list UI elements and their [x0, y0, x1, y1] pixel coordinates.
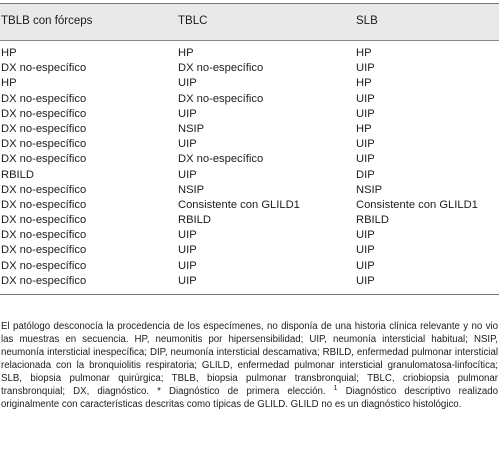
cell-tblc: UIP: [178, 259, 197, 272]
cell-tblc: HP: [178, 47, 194, 59]
table-row: [0, 107, 499, 122]
cell-slb: DIP: [356, 168, 375, 181]
table-row: [0, 61, 499, 76]
table-row: [0, 76, 499, 91]
table-row: [0, 137, 499, 152]
cell-slb: NSIP: [356, 183, 383, 196]
cell-slb: RBILD: [356, 214, 389, 227]
cell-slb: UIP: [356, 107, 375, 120]
table-row: [0, 168, 499, 183]
cell-tblb: DX no-específico: [1, 138, 87, 151]
cell-tblc: UIP: [178, 244, 197, 257]
cell-tblc: NSIP: [178, 183, 205, 196]
footnote-tail: Diagnóstico descriptivo realizado originalmente con características descritas como típicas de GLILD. GLILD no es un diagnóstico histológico.: [1, 386, 498, 411]
cell-slb: UIP: [356, 92, 375, 105]
table-row: [0, 92, 499, 107]
header-tblb: TBLB con fórceps: [1, 15, 93, 27]
table-footnote: [1, 320, 498, 412]
cell-tblc: UIP: [178, 229, 197, 242]
cell-tblb: HP: [1, 77, 17, 90]
cell-slb: UIP: [356, 259, 375, 272]
table-row: [0, 213, 499, 228]
table-row: [0, 183, 499, 198]
cell-tblc: RBILD: [178, 214, 211, 227]
cell-tblb: RBILD: [1, 168, 34, 181]
cell-slb: UIP: [356, 244, 375, 257]
cell-tblb: HP: [1, 47, 17, 59]
cell-slb: UIP: [356, 62, 375, 75]
cell-tblb: DX no-específico: [1, 198, 87, 211]
diagnosis-table: [0, 3, 499, 295]
cell-tblb: DX no-específico: [1, 107, 87, 120]
header-slb: SLB: [356, 15, 378, 27]
cell-tblb: DX no-específico: [1, 122, 87, 135]
cell-tblc: UIP: [178, 274, 197, 287]
cell-tblb: DX no-específico: [1, 62, 87, 75]
table-row: [0, 152, 499, 167]
table-header: [0, 4, 499, 41]
cell-tblb: DX no-específico: [1, 153, 87, 166]
table-row: [0, 243, 499, 258]
cell-slb: HP: [356, 47, 372, 59]
cell-tblb: DX no-específico: [1, 183, 87, 196]
cell-tblc: Consistente con GLILD1: [178, 198, 300, 211]
cell-slb: UIP: [356, 274, 375, 287]
footnote-main: El patólogo desconocía la procedencia de los especímenes, no disponía de una historia clínica relevante y no vio las muestras en secuencia. HP, neumonitis por hipersensibilidad; UIP, neumonía intersticial habitual; NSIP, neumonía intersticial inespecífica; DIP, neumonía intersticial descamativa; RBILD, enfermedad pulmonar intersticial relacionada con la bronquiolitis respiratoria; GLILD, enfermedad pulmonar intersticial granulomatosa-linfocítica; SLB, biopsia pulmonar quirúrgica; TBLB, biopsia pulmonar transbronquial; TBLC, criobiopsia pulmonar transbronquial; DX, diagnóstico. * Diagnóstico de primera elección.: [1, 320, 498, 398]
cell-tblc: UIP: [178, 168, 197, 181]
cell-tblc: UIP: [178, 107, 197, 120]
cell-slb: Consistente con GLILD1: [356, 198, 478, 211]
table-row: [0, 228, 499, 243]
cell-tblc: UIP: [178, 77, 197, 90]
cell-tblc: DX no-específico: [178, 92, 264, 105]
table-row: [0, 274, 499, 289]
cell-slb: HP: [356, 122, 372, 135]
header-tblc: TBLC: [178, 15, 208, 27]
cell-tblb: DX no-específico: [1, 214, 87, 227]
cell-tblb: DX no-específico: [1, 92, 87, 105]
table-row: [0, 259, 499, 274]
footnote-superscript: 1: [333, 384, 338, 392]
table-body: [0, 41, 499, 294]
cell-tblb: DX no-específico: [1, 244, 87, 257]
table-row: [0, 198, 499, 213]
cell-slb: UIP: [356, 229, 375, 242]
cell-tblc: DX no-específico: [178, 62, 264, 75]
cell-tblb: DX no-específico: [1, 274, 87, 287]
cell-slb: UIP: [356, 138, 375, 151]
cell-tblb: DX no-específico: [1, 259, 87, 272]
cell-tblc: NSIP: [178, 122, 205, 135]
cell-tblb: DX no-específico: [1, 229, 87, 242]
cell-tblc: DX no-específico: [178, 153, 264, 166]
table-row: [0, 122, 499, 137]
cell-tblc: UIP: [178, 138, 197, 151]
cell-slb: UIP: [356, 153, 375, 166]
cell-slb: HP: [356, 77, 372, 90]
table-row: [0, 46, 499, 61]
